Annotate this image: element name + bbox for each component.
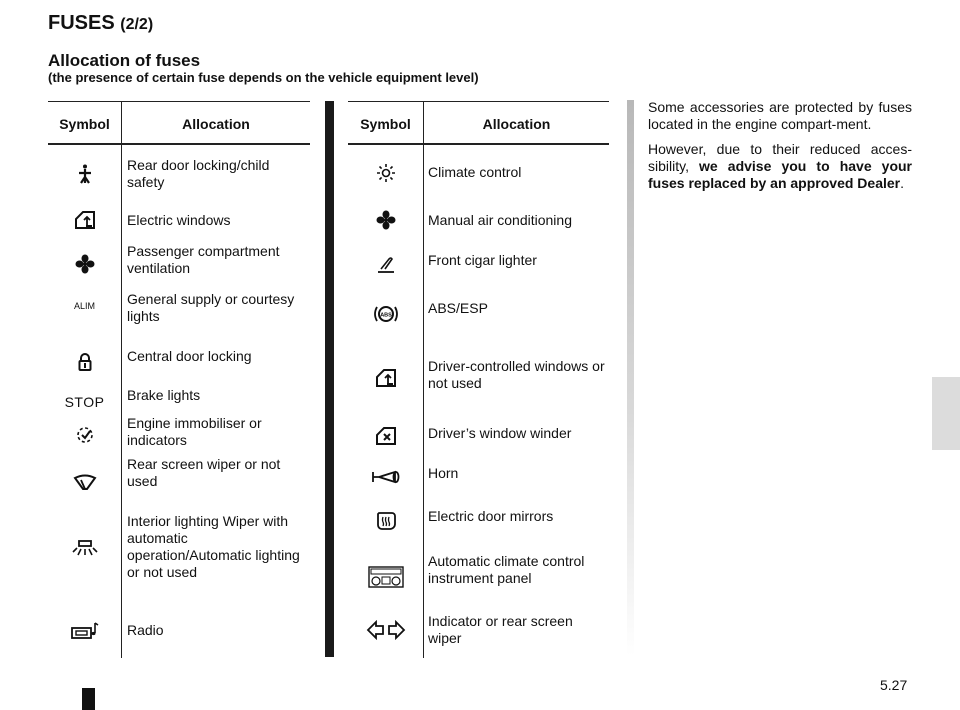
- column-divider: [121, 102, 122, 658]
- table-row-allocation: Driver’s window winder: [428, 425, 572, 441]
- accessory-note-paragraph-1: Some accessories are protected by fuses located in the engine compart-ment.: [648, 99, 912, 132]
- column-header-symbol: Symbol: [360, 116, 411, 132]
- table-row-allocation: Manual air conditioning: [428, 212, 572, 228]
- table-top-rule: [48, 101, 310, 102]
- alim-symbol: ALIM: [73, 301, 95, 311]
- table-row-allocation: General supply or courtesy lights: [127, 291, 295, 324]
- table-row-allocation: Climate control: [428, 164, 522, 180]
- equipment-note: (the presence of certain fuse depends on the vehicle equipment level): [48, 70, 479, 85]
- table-row-allocation: ABS/ESP: [428, 300, 488, 316]
- section-thumb-tab: [932, 377, 960, 450]
- table-row-allocation: Central door locking: [127, 348, 252, 364]
- column-header-allocation: Allocation: [182, 116, 250, 132]
- fan-icon: [48, 252, 121, 276]
- cigar-lighter-icon: [348, 253, 423, 277]
- sidebar-accent-bar: [627, 100, 634, 656]
- central-lock-icon: [48, 350, 121, 374]
- dealer-advice: we advise you to have your fuses replaced by an approved Dealer: [648, 158, 913, 191]
- fan-icon: [348, 208, 423, 232]
- title-text: FUSES: [48, 12, 115, 34]
- climate-panel-icon: [348, 565, 423, 589]
- accessory-note: [648, 99, 912, 200]
- interior-light-icon: [48, 537, 121, 561]
- title-suffix: (2/2): [120, 16, 154, 33]
- table-row-allocation: Interior lighting Wiper with automatic operation/Automatic lighting or not used: [127, 513, 300, 580]
- column-header-symbol: Symbol: [59, 116, 110, 132]
- table-row-allocation: Driver-controlled windows or not used: [428, 358, 605, 391]
- table-row-allocation: Indicator or rear screen wiper: [428, 613, 573, 646]
- paragraph-2-start: However, due to their reduced acces-sibility,: [648, 141, 912, 174]
- page-number: 5.27: [880, 677, 908, 693]
- table-row-allocation: Rear screen wiper or not used: [127, 456, 281, 489]
- table-row-allocation: Front cigar lighter: [428, 252, 537, 268]
- table-row-allocation: Radio: [127, 622, 164, 638]
- column-divider: [423, 102, 424, 658]
- accessory-note-paragraph-2: [648, 141, 912, 192]
- child-safety-icon: [48, 162, 121, 186]
- immobiliser-icon: [48, 423, 121, 447]
- footer-mark: [82, 688, 95, 710]
- table-row-allocation: Horn: [428, 465, 459, 481]
- indicator-arrows-icon: [348, 618, 423, 642]
- driver-window-icon: [348, 366, 423, 390]
- table-row-allocation: Brake lights: [127, 387, 201, 403]
- table-header-rule: [348, 143, 609, 145]
- table-row-allocation: Rear door locking/child safety: [127, 157, 270, 190]
- horn-icon: [348, 467, 423, 487]
- page-title: [48, 12, 153, 35]
- column-header-allocation: Allocation: [482, 116, 551, 132]
- stop-symbol: STOP: [64, 394, 105, 410]
- window-winder-icon: [348, 424, 423, 448]
- svg-text:ABS: ABS: [379, 312, 392, 319]
- paragraph-2-end: .: [900, 175, 904, 191]
- radio-icon: [48, 620, 121, 642]
- abs-icon: [348, 302, 423, 326]
- climate-sun-icon: [348, 161, 423, 185]
- table-row-allocation: Engine immobiliser or indicators: [127, 415, 262, 448]
- table-header-rule: [48, 143, 310, 145]
- door-mirror-icon: [348, 508, 423, 532]
- table-row-allocation: Automatic climate control instrument panel: [428, 553, 585, 586]
- table-row-allocation: Electric door mirrors: [428, 508, 554, 524]
- table-row-allocation: Passenger compartment ventilation: [127, 243, 280, 276]
- table-row-allocation: Electric windows: [127, 212, 231, 228]
- section-heading: Allocation of fuses: [48, 51, 201, 70]
- rear-wiper-icon: [48, 471, 121, 493]
- table-top-rule: [348, 101, 609, 102]
- table-divider-bar: [325, 101, 334, 657]
- electric-window-icon: [48, 208, 121, 232]
